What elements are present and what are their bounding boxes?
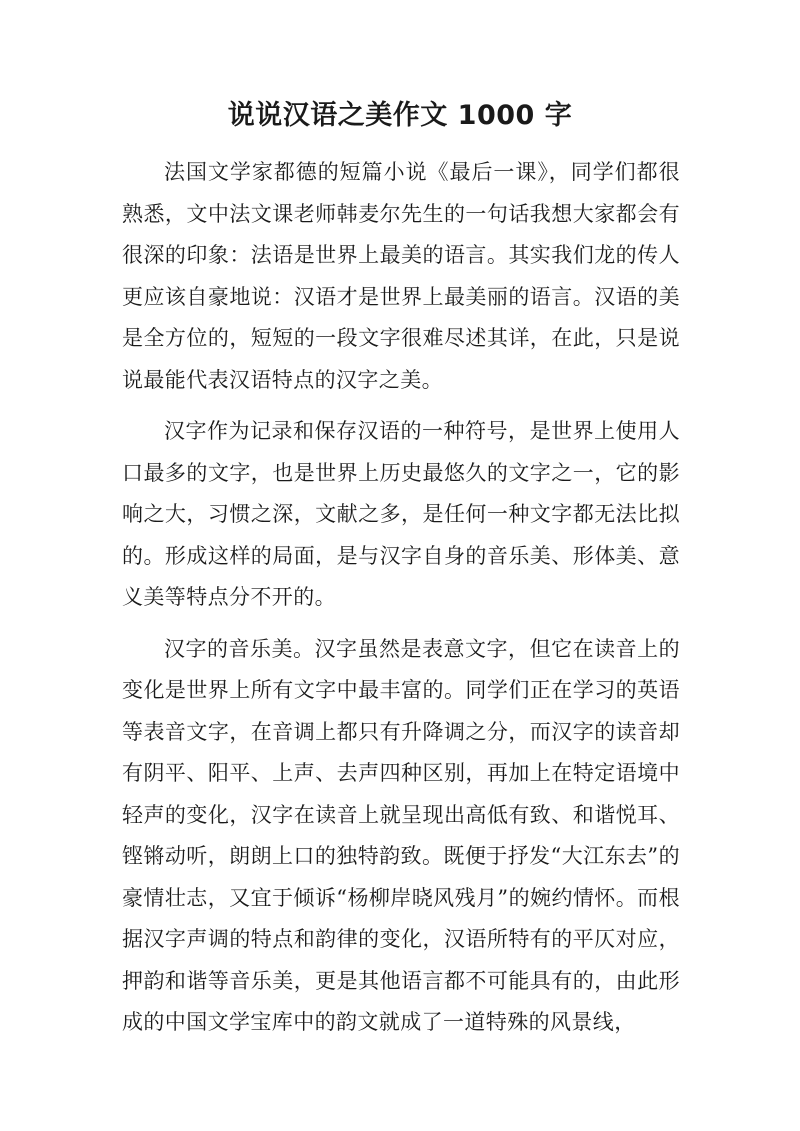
- paragraph-hanzi-symbol: 汉字作为记录和保存汉语的一种符号，是世界上使用人口最多的文字，也是世界上历史最悠久的文字之一，它的影响之大，习惯之深，文献之多，是任何一种文字都无法比拟的。形成这样的局面，是与汉字自身的音乐美、形体美、意义美等特点分不开的。: [122, 419, 680, 609]
- paragraph-intro: 法国文学家都德的短篇小说《最后一课》，同学们都很熟悉，文中法文课老师韩麦尔先生的一句话我想大家都会有很深的印象：法语是世界上最美的语言。其实我们龙的传人更应该自豪地说：汉语才是世界上最美丽的语言。汉语的美是全方位的，短短的一段文字很难尽述其详，在此，只是说说最能代表汉语特点的汉字之美。: [122, 160, 680, 392]
- document-title: 说说汉语之美作文 1000 字: [227, 100, 573, 131]
- paragraph-music-beauty: 汉字的音乐美。汉字虽然是表意文字，但它在读音上的变化是世界上所有文字中最丰富的。同学们正在学习的英语等表音文字，在音调上都只有升降调之分，而汉字的读音却有阴平、阳平、上声、去声四种区别，再加上在特定语境中轻声的变化，汉字在读音上就呈现出高低有致、和谐悦耳、铿锵动听，朗朗上口的独特韵致。既便于抒发“大江东去”的豪情壮志，又宜于倾诉“杨柳岸晓风残月”的婉约情怀。而根据汉字声调的特点和韵律的变化，汉语所特有的平仄对应，押韵和谐等音乐美，更是其他语言都不可能具有的，由此形成的中国文学宝库中的韵文就成了一道特殊的风景线，: [122, 636, 680, 1034]
- document-body: [122, 152, 680, 1054]
